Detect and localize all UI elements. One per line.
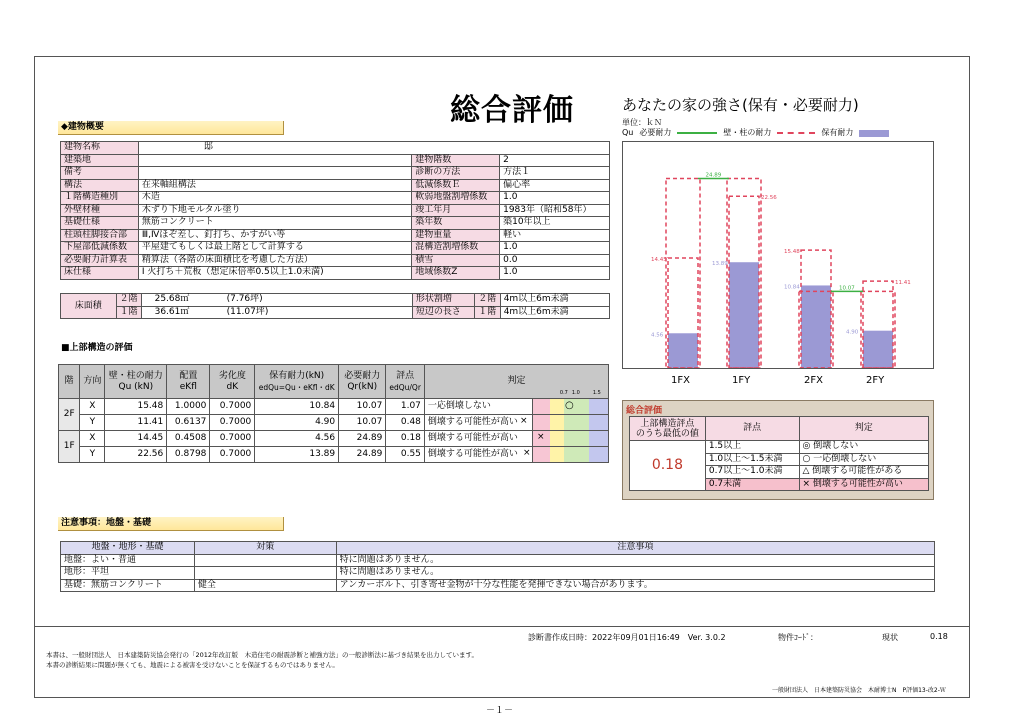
- upper-section-label: ■上部構造の評価: [61, 343, 133, 353]
- notes-h3: 注意事項: [336, 542, 934, 555]
- hdr-layout-unit: eKfl: [179, 381, 197, 392]
- floor-spec-label: 床仕様: [61, 267, 139, 280]
- chart-category-axis: [622, 375, 934, 389]
- notes-table: [60, 541, 935, 592]
- scale-07: 0.7: [559, 390, 568, 396]
- lower-floor-label: 下屋部低減係数: [61, 242, 139, 255]
- judge-text-cell: ◎ 倒壊しない: [799, 441, 928, 454]
- min-label-1: 上部構造評点: [640, 418, 695, 429]
- row-qu: 22.56: [105, 447, 167, 463]
- floor1-label: １階: [116, 306, 141, 319]
- property-code: 物件ｺｰﾄﾞ：: [778, 633, 818, 642]
- hdr-wall-unit: Qu (kN): [118, 381, 154, 392]
- mixed-label: 混構造割増係数: [412, 242, 500, 255]
- floor-1f: 1F: [59, 431, 80, 463]
- hdr-deterioration-unit: dK: [226, 381, 239, 392]
- retained-bar: [863, 331, 893, 368]
- built-value: 1983年（昭和58年）: [500, 204, 610, 217]
- wall-label: 11.41: [895, 280, 911, 287]
- legend-wall-label: 壁・柱の耐力: [723, 128, 772, 137]
- snow-label: 積雪: [412, 254, 500, 267]
- floor-2f: 2F: [59, 399, 80, 431]
- judge-text-cell: × 倒壊する可能性が高い: [799, 478, 928, 491]
- row-judge: 倒壊する可能性が高い: [424, 431, 532, 447]
- bar-chart: [623, 142, 933, 368]
- shape-floor1-label: １階: [474, 306, 500, 319]
- stories-label: 建物階数: [412, 154, 500, 167]
- weight-label: 建物重量: [412, 229, 500, 242]
- mixed-value: 1.0: [500, 242, 610, 255]
- row-score: 0.18: [386, 431, 425, 447]
- row-scale: [532, 431, 608, 447]
- zone-value: 1.0: [500, 267, 610, 280]
- floor-area-label: 床面積: [61, 294, 117, 319]
- row-dk: 0.7000: [210, 415, 255, 431]
- notes-cell: 健全: [194, 579, 336, 592]
- floor2-area-cell: [141, 294, 412, 307]
- row-score: 1.07: [386, 399, 425, 415]
- scale-10: 1.0: [571, 390, 580, 396]
- age-label: 築年数: [412, 217, 500, 230]
- scale-15: 1.5: [592, 390, 601, 396]
- row-qr: 24.89: [339, 447, 386, 463]
- row-ekfl: 1.0000: [167, 399, 210, 415]
- notes-section-label: 注意事項：地盤・基礎: [58, 517, 284, 531]
- hdr-judgement: 判定: [507, 376, 526, 386]
- retained-bar: [729, 262, 759, 368]
- required-calc-value: 精算法（各階の床面積比を考慮した方法）: [138, 254, 411, 267]
- page-title: 総合評価: [450, 93, 574, 128]
- status-label: 現状: [882, 633, 898, 642]
- row-ekfl: 0.6137: [167, 415, 210, 431]
- exterior-value: 木ずり下地モルタル塗り: [138, 204, 411, 217]
- judge-text-cell: △ 倒壊する可能性がある: [799, 466, 928, 479]
- floor1-type-value: 木造: [138, 192, 411, 205]
- judge-header: 判定: [799, 417, 928, 441]
- chart-area: [622, 141, 934, 369]
- row-scale: [519, 415, 608, 431]
- legend-retained-label: 保有耐力: [821, 128, 854, 137]
- notes-cell: 地盤：よい・普通: [61, 554, 195, 567]
- page-number: －１－: [486, 706, 514, 716]
- stories-value: 2: [500, 154, 610, 167]
- row-dir: Y: [80, 415, 105, 431]
- overall-judgement-table: [629, 416, 929, 491]
- row-ekfl: 0.8798: [167, 447, 210, 463]
- notes-cell: 特に問題はありません。: [336, 554, 934, 567]
- row-dk: 0.7000: [210, 399, 255, 415]
- legend-qu: Qu: [622, 128, 634, 137]
- remarks-value: [138, 167, 411, 180]
- legend-required-label: 必要耐力: [639, 128, 672, 137]
- soft-ground-value: 1.0: [500, 192, 610, 205]
- structure-label: 構法: [61, 179, 139, 192]
- legend-wall-swatch: [777, 132, 815, 134]
- snow-value: 0.0: [500, 254, 610, 267]
- overview-section-label: ◆建物概要: [58, 121, 284, 135]
- notes-cell: [194, 554, 336, 567]
- hdr-score: 評点: [396, 370, 415, 381]
- footer-divider: [34, 626, 970, 627]
- row-edqu: 13.89: [255, 447, 339, 463]
- status-value: 0.18: [930, 632, 948, 641]
- floor-area-table: [60, 293, 610, 319]
- created-date: 診断書作成日時：2022年09月01日16:49 Ver. 3.0.2: [528, 633, 726, 642]
- row-scale: [522, 447, 608, 463]
- foundation-value: 無筋コンクリート: [138, 217, 411, 230]
- publisher: 一般財団法人 日本建築防災協会 木耐博士N P評価13-改2-Ｗ: [772, 687, 946, 694]
- row-dir: Y: [80, 447, 105, 463]
- row-qu: 15.48: [105, 399, 167, 415]
- judge-text-cell: ○ 一応倒壊しない: [799, 453, 928, 466]
- joint-label: 柱頭柱脚接合部: [61, 229, 139, 242]
- row-mark: ○: [564, 400, 574, 411]
- chart-unit: 単位：ｋＮ: [622, 118, 662, 127]
- overall-judgement-title: 総合評価: [626, 406, 663, 416]
- row-dir: X: [80, 431, 105, 447]
- hdr-direction: 方向: [80, 365, 105, 399]
- short-side-label: 短辺の長さ: [412, 306, 474, 319]
- row-ekfl: 0.4508: [167, 431, 210, 447]
- row-qu: 11.41: [105, 415, 167, 431]
- age-value: 築10年以上: [500, 217, 610, 230]
- shape-floor2-label: ２階: [474, 294, 500, 307]
- foundation-label: 基礎仕様: [61, 217, 139, 230]
- required-calc-label: 必要耐力計算表: [61, 254, 139, 267]
- notes-h1: 地盤・地形・基礎: [61, 542, 195, 555]
- notes-cell: 基礎：無筋コンクリート: [61, 579, 195, 592]
- row-dir: X: [80, 399, 105, 415]
- legend-required-swatch: [677, 132, 717, 134]
- row-judge: 一応倒壊しない: [424, 399, 532, 415]
- required-label: 10.07: [839, 285, 855, 292]
- footer-note-2: 本書の診断結果に問題が無くても、地震による被害を受けないことを保証するものではありません。: [46, 661, 339, 669]
- structure-value: 在来軸組構法: [138, 179, 411, 192]
- notes-cell: 特に問題はありません。: [336, 567, 934, 580]
- row-edqu: 4.56: [255, 431, 339, 447]
- method-label: 診断の方法: [412, 167, 500, 180]
- joint-value: Ⅲ,Ⅳほぞ差し、釘打ち、かすがい等: [138, 229, 411, 242]
- row-score: 0.55: [386, 447, 425, 463]
- row-score: 0.48: [386, 415, 425, 431]
- score-header: 評点: [705, 417, 799, 441]
- row-edqu: 10.84: [255, 399, 339, 415]
- hdr-required: 必要耐力: [344, 370, 381, 381]
- lower-floor-value: 平屋建てもしくは最上階として計算する: [138, 242, 411, 255]
- footer-note-1: 本書は、一般財団法人 日本建築防災協会発行の「2012年改訂版 木造住宅の耐震診断と補強方法」の一般診断法に基づき結果を出力しています。: [46, 651, 479, 659]
- floor1-tsubo: (11.07坪): [226, 306, 269, 317]
- retained-bar: [668, 333, 698, 368]
- hdr-retained: 保有耐力(kN): [269, 370, 325, 381]
- category-label: 1FX: [671, 375, 690, 386]
- category-label: 1FY: [732, 375, 751, 386]
- range-cell: 1.0以上～1.5未満: [705, 453, 799, 466]
- row-dk: 0.7000: [210, 447, 255, 463]
- floor2-tsubo: (7.76坪): [226, 294, 263, 305]
- shape-floor1-value: 4m以上6m未満: [500, 306, 609, 319]
- hdr-retained-unit: edQu=Qu・eKfl・dK: [258, 382, 335, 392]
- row-qr: 10.07: [339, 415, 386, 431]
- site-label: 建築地: [61, 154, 139, 167]
- notes-h2: 対策: [194, 542, 336, 555]
- row-qr: 10.07: [339, 399, 386, 415]
- shape-floor2-value: 4m以上6m未満: [500, 294, 609, 307]
- row-scale: [532, 399, 608, 415]
- row-mark: ×: [536, 432, 545, 442]
- hdr-layout: 配置: [179, 370, 198, 381]
- retained-label: 4.56: [651, 332, 664, 339]
- site-value: [138, 154, 411, 167]
- hdr-deterioration: 劣化度: [218, 370, 246, 381]
- floor1-type-label: １階構造種別: [61, 192, 139, 205]
- retained-label: 10.84: [784, 284, 800, 291]
- soft-ground-label: 軟弱地盤割増係数: [412, 192, 500, 205]
- retained-bar: [801, 285, 831, 368]
- weight-value: 軽い: [500, 229, 610, 242]
- min-score-value: 0.18: [630, 441, 706, 491]
- wall-label: 14.45: [651, 256, 667, 263]
- reduction-e-label: 低減係数Ｅ: [412, 179, 500, 192]
- row-qu: 14.45: [105, 431, 167, 447]
- row-judge: 倒壊する可能性が高い: [424, 447, 532, 463]
- row-edqu: 4.90: [255, 415, 339, 431]
- floor2-label: ２階: [116, 294, 141, 307]
- hdr-wall: 壁・柱の耐力: [108, 370, 163, 381]
- building-name-label: 建物名称: [61, 142, 139, 155]
- notes-cell: アンカーボルト、引き寄せ金物が十分な性能を発揮できない場合があります。: [336, 579, 934, 592]
- retained-label: 4.90: [846, 329, 859, 336]
- row-dk: 0.7000: [210, 431, 255, 447]
- shape-label: 形状割増: [412, 294, 474, 307]
- notes-cell: [194, 567, 336, 580]
- row-mark: ×: [519, 416, 528, 426]
- floor1-area: 36.61㎡: [154, 306, 190, 317]
- building-name-value: 邸: [138, 142, 609, 155]
- hdr-required-unit: Qr(kN): [347, 381, 378, 392]
- retained-label: 13.89: [712, 261, 728, 268]
- upper-table: [58, 364, 609, 463]
- wall-label: 15.48: [784, 249, 800, 256]
- remarks-label: 備考: [61, 167, 139, 180]
- range-cell: 0.7未満: [705, 478, 799, 491]
- built-label: 竣工年月: [412, 204, 500, 217]
- row-qr: 24.89: [339, 431, 386, 447]
- hdr-score-unit: edQu/Qr: [389, 382, 421, 392]
- category-label: 2FY: [866, 375, 885, 386]
- floor1-area-cell: [141, 306, 412, 319]
- overview-table: [60, 141, 610, 280]
- floor2-area: 25.68㎡: [154, 294, 190, 305]
- chart-legend: [622, 118, 889, 138]
- category-label: 2FX: [804, 375, 823, 386]
- wall-label: 22.56: [761, 195, 777, 202]
- reduction-e-value: 偏心率: [500, 179, 610, 192]
- row-mark: ×: [522, 448, 531, 458]
- exterior-label: 外壁材種: [61, 204, 139, 217]
- notes-cell: 地形：平坦: [61, 567, 195, 580]
- zone-label: 地域係数Z: [412, 267, 500, 280]
- required-label: 24.89: [705, 172, 722, 179]
- min-label-2: のうち最低の値: [635, 428, 699, 439]
- row-judge: 倒壊する可能性が高い: [424, 415, 532, 431]
- range-cell: 1.5以上: [705, 441, 799, 454]
- floor-spec-value: Ⅰ 火打ち＋荒板（想定床倍率0.5以上1.0未満): [138, 267, 411, 280]
- hdr-floor: 階: [59, 365, 80, 399]
- chart-title: あなたの家の強さ(保有・必要耐力): [622, 96, 859, 114]
- legend-retained-swatch: [859, 130, 889, 137]
- method-value: 方法１: [500, 167, 610, 180]
- range-cell: 0.7以上～1.0未満: [705, 466, 799, 479]
- overall-judgement-box: [622, 400, 934, 500]
